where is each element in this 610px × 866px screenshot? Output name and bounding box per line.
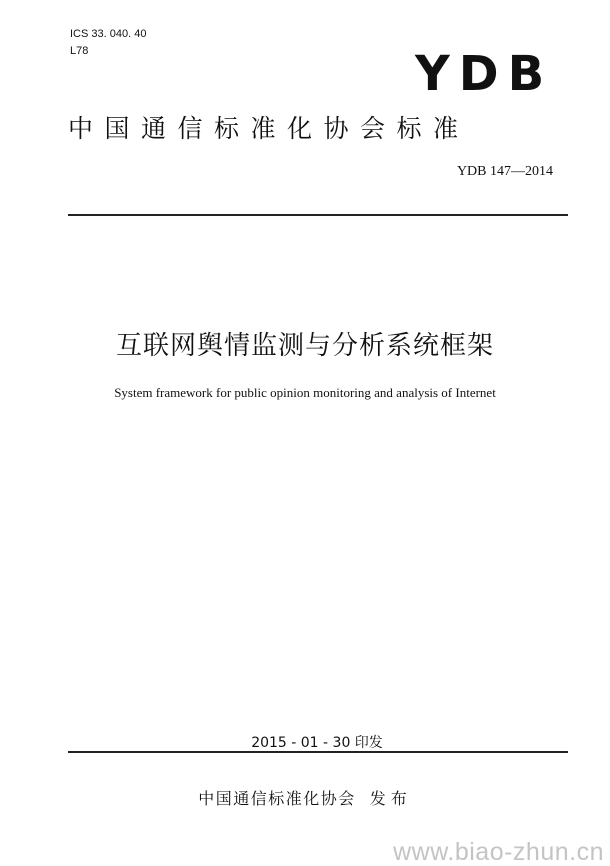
document-title-english: System framework for public opinion monitoring and analysis of Internet — [114, 385, 496, 400]
publisher-line — [0, 788, 610, 810]
issued-label: 发布 — [369, 789, 412, 808]
bottom-divider — [68, 751, 568, 753]
document-title-chinese: 互联网舆情监测与分析系统框架 — [115, 331, 494, 361]
site-watermark: www.biao-zhun.cn — [393, 838, 604, 866]
publisher-name: 中国通信标准化协会 — [198, 789, 356, 808]
standard-brand: YDB — [415, 46, 554, 102]
top-divider — [68, 214, 568, 216]
ics-code: ICS 33. 040. 40 — [70, 28, 147, 40]
issue-date: 2015 - 01 - 30 印发 — [251, 735, 383, 751]
organization-title: 中国通信标准化协会标准 — [68, 114, 470, 143]
standard-number: YDB 147—2014 — [456, 164, 553, 179]
classification-code: L78 — [70, 45, 89, 57]
